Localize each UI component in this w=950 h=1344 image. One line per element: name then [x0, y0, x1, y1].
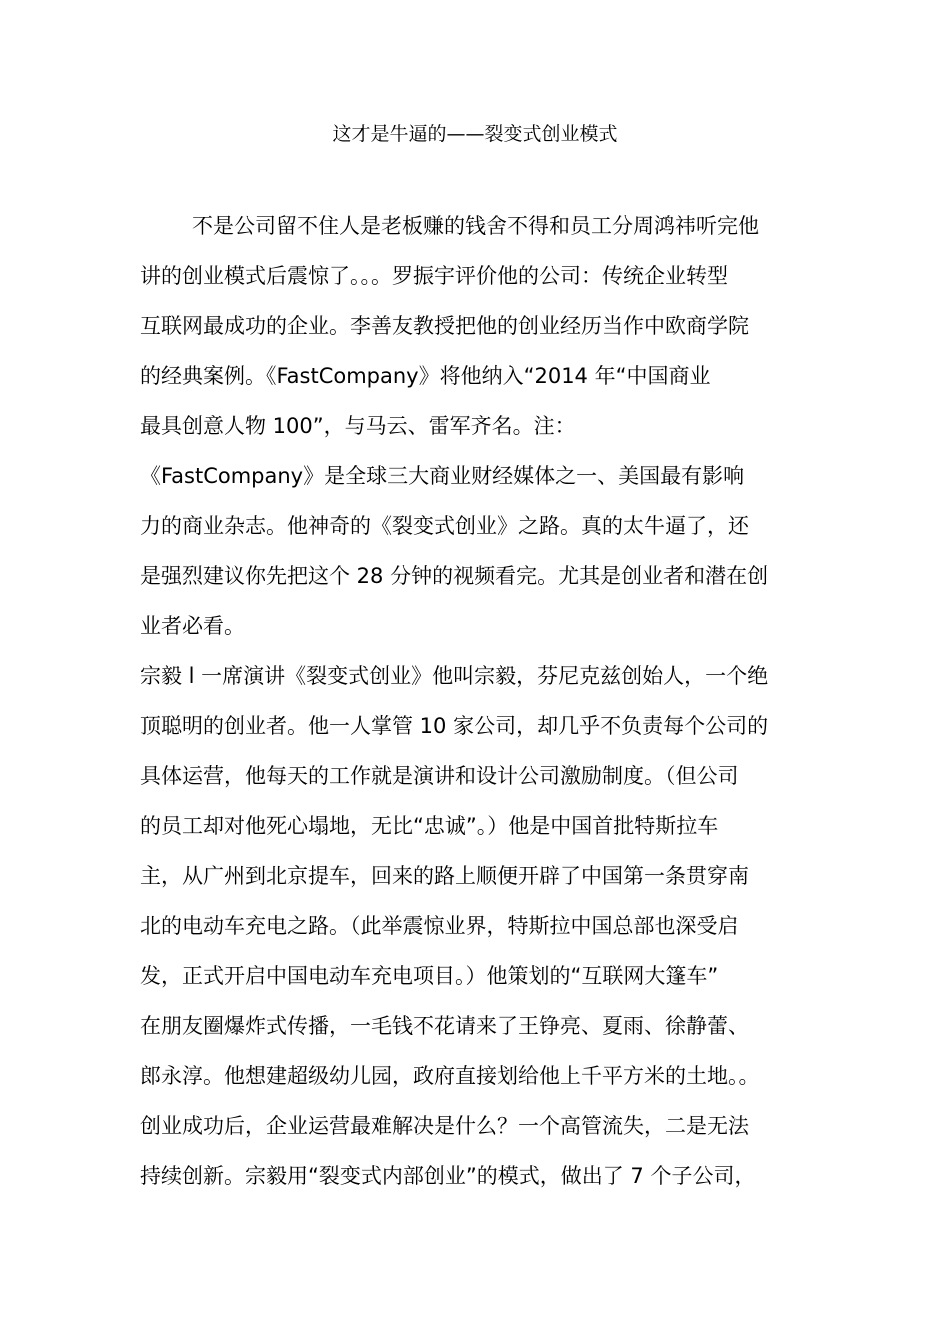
- body-line: 在朋友圈爆炸式传播，一毛钱不花请来了王铮亮、夏雨、徐静蕾、: [140, 1014, 749, 1038]
- body-line: 互联网最成功的企业。李善友教授把他的创业经历当作中欧商学院: [140, 314, 749, 338]
- body-line: 宗毅 l 一席演讲《裂变式创业》他叫宗毅，芬尼克兹创始人，一个绝: [140, 664, 769, 688]
- body-line: 业者必看。: [140, 614, 245, 638]
- document-title: 这才是牛逼的——裂变式创业模式: [332, 123, 618, 145]
- body-line: 创业成功后，企业运营最难解决是什么？一个高管流失，二是无法: [140, 1114, 749, 1138]
- body-line: 北的电动车充电之路。（此举震惊业界，特斯拉中国总部也深受启: [140, 914, 739, 938]
- body-line: 的员工却对他死心塌地，无比“忠诚”。）他是中国首批特斯拉车: [140, 814, 719, 838]
- document-body: [140, 201, 820, 1201]
- body-line: 具体运营，他每天的工作就是演讲和设计公司激励制度。（但公司: [140, 764, 739, 788]
- body-line: 顶聪明的创业者。他一人掌管 10 家公司，却几乎不负责每个公司的: [140, 714, 769, 738]
- body-line: 持续创新。宗毅用“裂变式内部创业”的模式，做出了 7 个子公司，: [140, 1164, 756, 1188]
- body-line: 发，正式开启中国电动车充电项目。）他策划的“互联网大篷车”: [140, 964, 719, 988]
- body-line: 主，从广州到北京提车，回来的路上顺便开辟了中国第一条贯穿南: [140, 864, 749, 888]
- body-line: 的经典案例。《FastCompany》将他纳入“2014 年“中国商业: [140, 364, 711, 388]
- body-line: 力的商业杂志。他神奇的《裂变式创业》之路。真的太牛逼了，还: [140, 514, 749, 538]
- body-line: 不是公司留不住人是老板赚的钱舍不得和员工分周鸿祎听完他: [192, 214, 759, 238]
- body-line: 是强烈建议你先把这个 28 分钟的视频看完。尤其是创业者和潜在创: [140, 564, 769, 588]
- body-line: 郎永淳。他想建超级幼儿园，政府直接划给他上千平方米的土地。。: [140, 1064, 760, 1088]
- body-line: 《FastCompany》是全球三大商业财经媒体之一、美国最有影响: [140, 464, 745, 488]
- body-line: 讲的创业模式后震惊了。。。罗振宇评价他的公司：传统企业转型: [140, 264, 728, 288]
- body-line: 最具创意人物 100”，与马云、雷军齐名。注：: [140, 414, 576, 438]
